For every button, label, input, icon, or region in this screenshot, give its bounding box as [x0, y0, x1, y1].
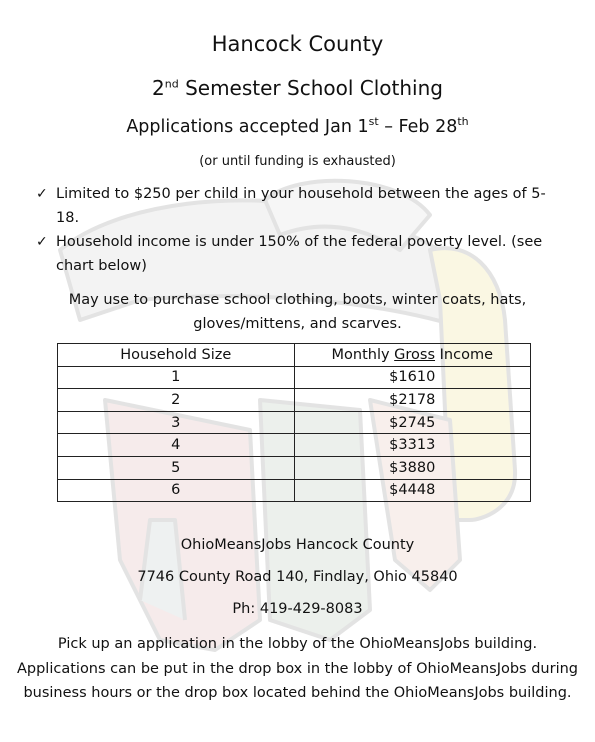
flyer-subtitle [0, 76, 595, 100]
column-header-household-size: Household Size [58, 344, 295, 367]
table-row [58, 389, 531, 412]
checkmark-icon: ✓ [36, 186, 48, 202]
income-cell: $3880 [294, 456, 531, 479]
table-row [58, 434, 531, 457]
subtitle-text: Semester School Clothing [178, 76, 443, 100]
header-income-gross: Gross [394, 346, 436, 363]
header-income-pre: Monthly [331, 346, 395, 363]
dates-start: Applications accepted Jan 1 [126, 117, 369, 137]
income-table [57, 343, 531, 502]
income-cell: $2178 [294, 389, 531, 412]
table-row [58, 456, 531, 479]
header-income-post: Income [435, 346, 493, 363]
list-item [36, 182, 556, 230]
allowed-purchases: May use to purchase school clothing, boots, winter coats, hats, gloves/mittens, and scarves. [68, 292, 527, 332]
household-size-cell: 1 [58, 366, 295, 389]
subtitle-ordinal: nd [164, 77, 179, 91]
table-row [58, 479, 531, 502]
table-header-row [58, 344, 531, 367]
pickup-instructions: Pick up an application in the lobby of the OhioMeansJobs building. Applications can be put in the drop box in the lobby of OhioMeansJobs during business hours or the drop box located behind the OhioMeansJobs building. [16, 636, 579, 701]
dates-start-ordinal: st [368, 115, 379, 129]
income-cell: $3313 [294, 434, 531, 457]
checkmark-icon: ✓ [36, 234, 48, 250]
dates-end: – Feb 28 [378, 117, 458, 137]
income-cell: $2745 [294, 411, 531, 434]
application-dates [0, 117, 595, 137]
funding-note: (or until funding is exhausted) [199, 154, 396, 169]
household-size-cell: 2 [58, 389, 295, 412]
household-size-cell: 6 [58, 479, 295, 502]
list-item [36, 230, 556, 278]
eligibility-list [36, 182, 556, 278]
household-size-cell: 5 [58, 456, 295, 479]
office-phone: Ph: 419-429-8083 [232, 601, 363, 617]
dates-end-ordinal: th [457, 115, 469, 129]
office-address: 7746 County Road 140, Findlay, Ohio 45840 [137, 569, 458, 585]
office-name: OhioMeansJobs Hancock County [180, 537, 415, 553]
flyer-title: Hancock County [211, 32, 384, 56]
income-cell: $1610 [294, 366, 531, 389]
column-header-monthly-income [294, 344, 531, 367]
income-cell: $4448 [294, 479, 531, 502]
household-size-cell: 4 [58, 434, 295, 457]
household-size-cell: 3 [58, 411, 295, 434]
bullet-text: Limited to $250 per child in your household between the ages of 5-18. [56, 186, 546, 226]
subtitle-number: 2 [152, 76, 165, 100]
table-row [58, 411, 531, 434]
table-row [58, 366, 531, 389]
bullet-text: Household income is under 150% of the federal poverty level. (see chart below) [56, 234, 543, 274]
